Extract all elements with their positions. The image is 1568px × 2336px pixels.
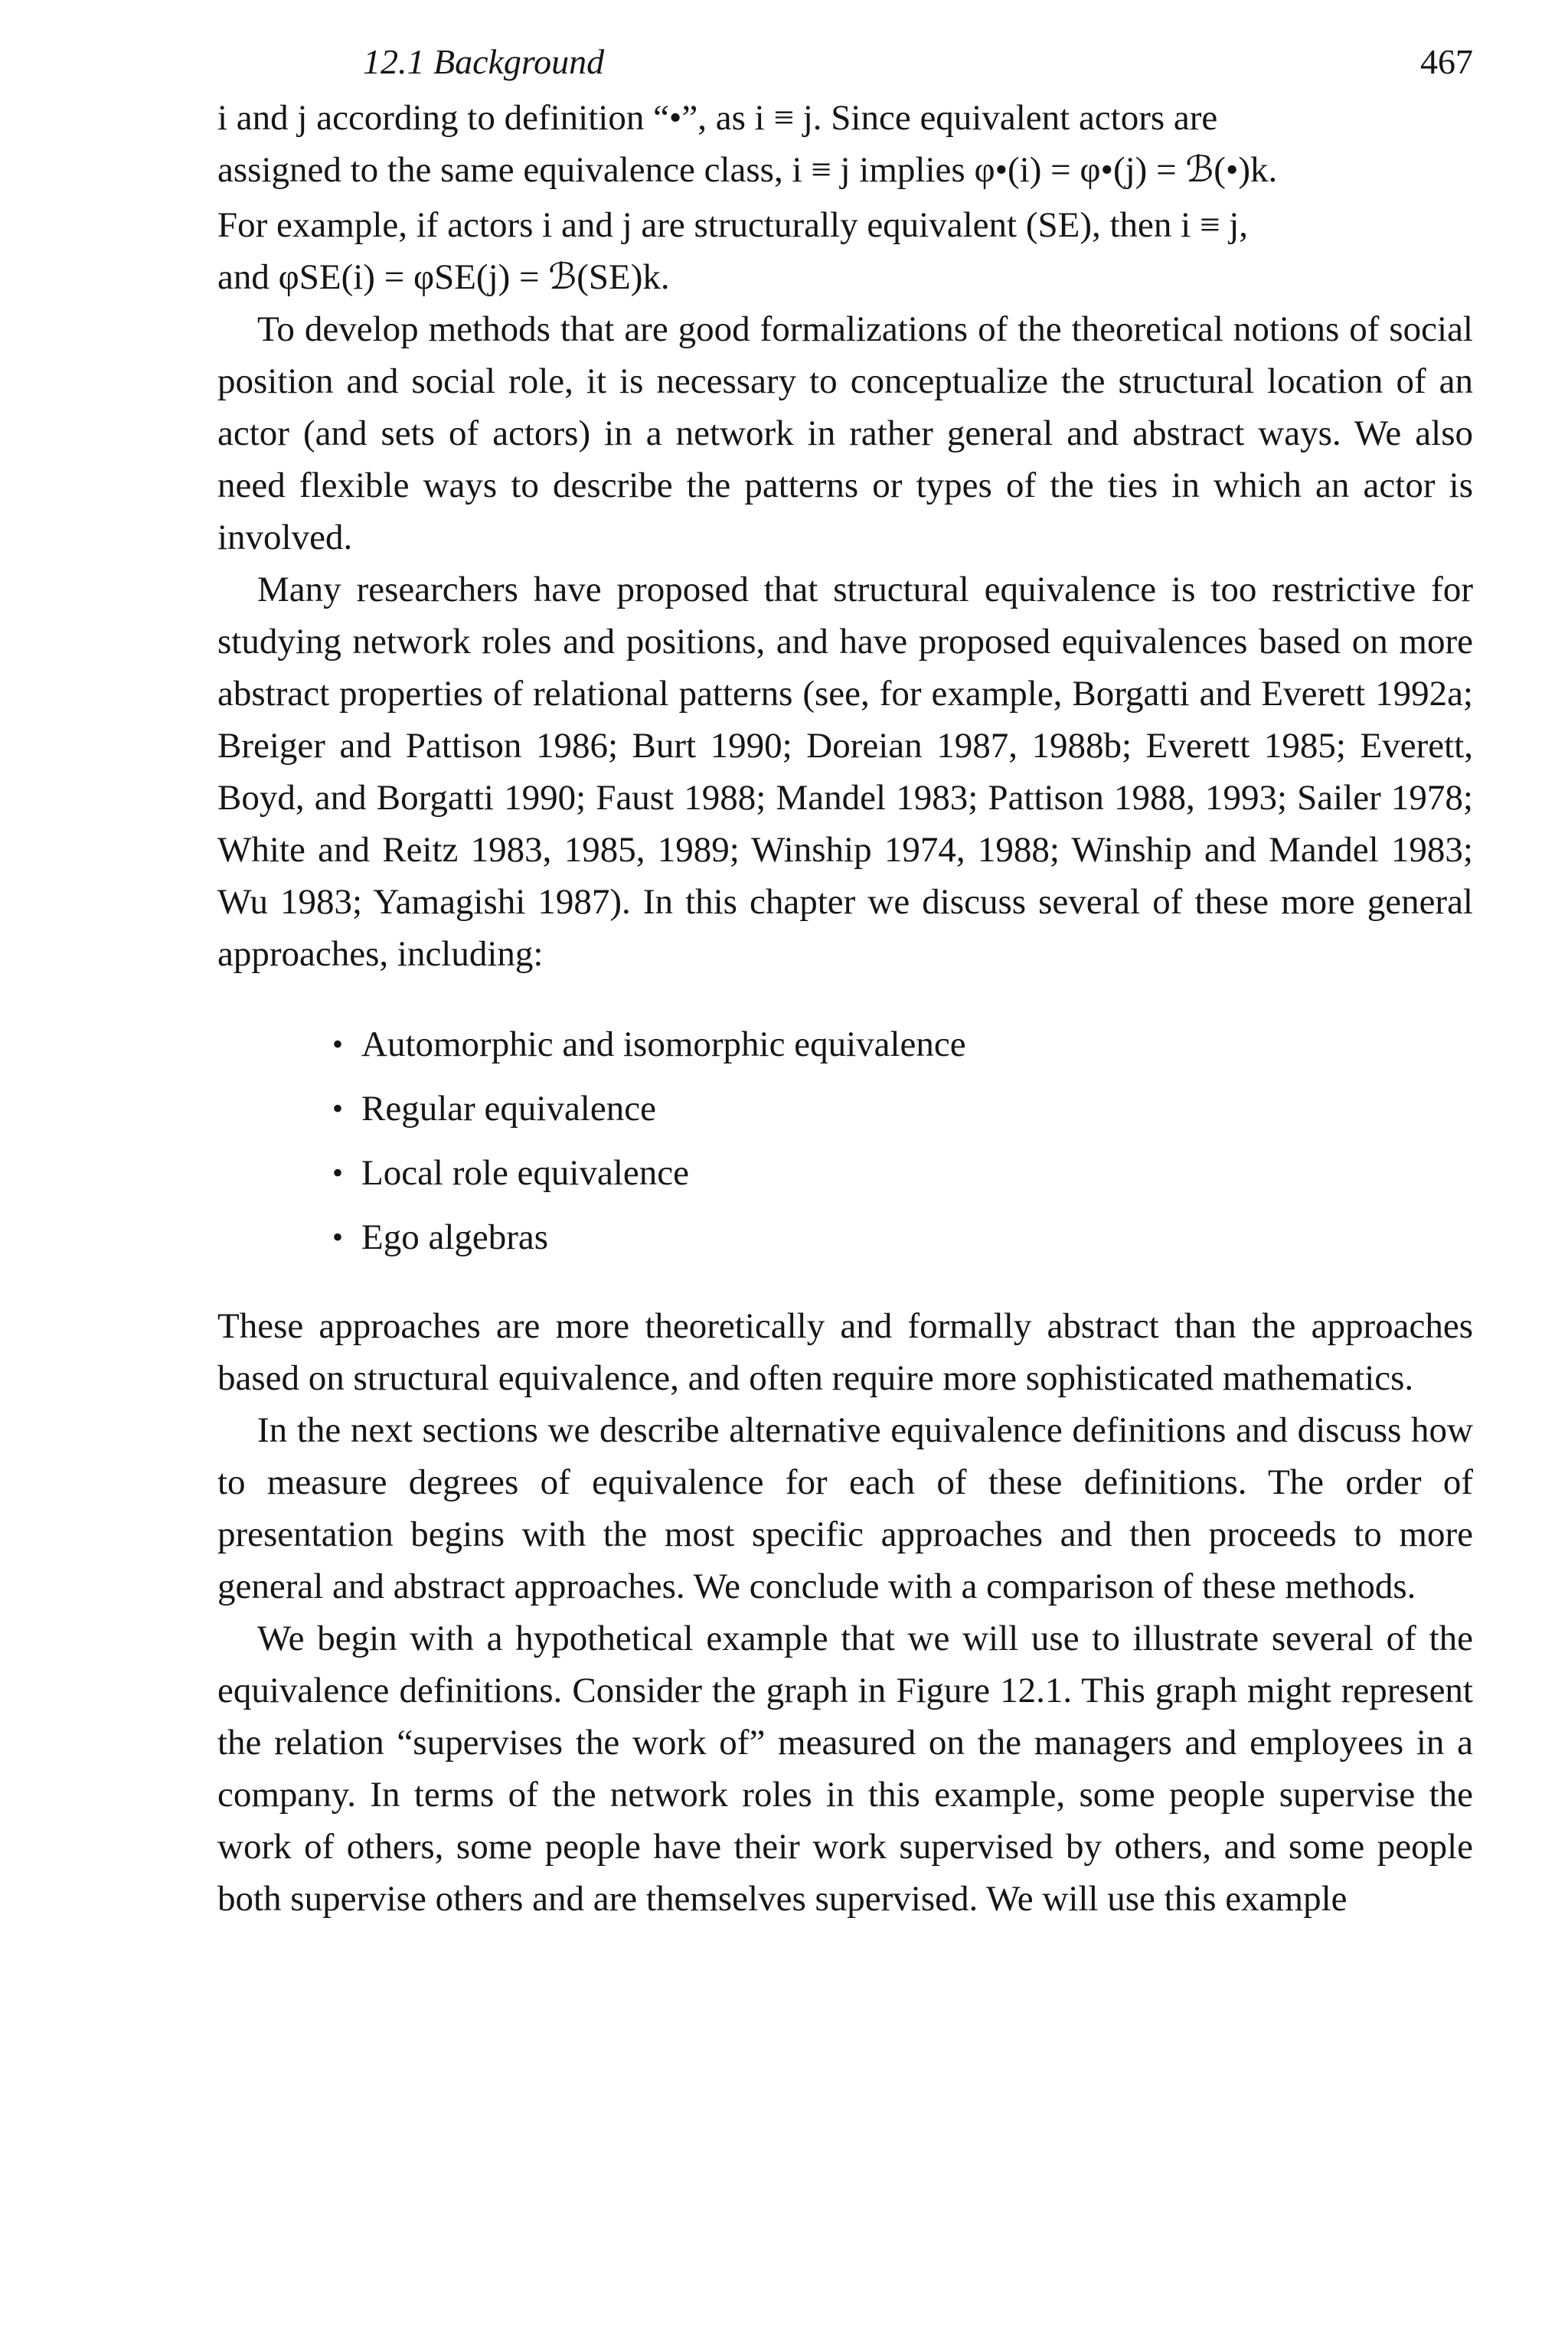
bullet-icon: •	[332, 1091, 344, 1126]
list-item	[217, 1205, 1473, 1269]
bullet-icon: •	[332, 1027, 344, 1061]
paragraph-next-sections: In the next sections we describe alternative equivalence definitions and discuss how to measure degrees of equivalence for each of these definitions. The order of presentation begins with the most specific approaches and then proceeds to more general and abstract approaches. We conclude with a comparison of these methods.	[217, 1410, 1473, 1606]
paragraph-abstract: These approaches are more theoretically and formally abstract than the approaches based on structural equivalence, and often require more sophisticated mathematics.	[217, 1306, 1473, 1398]
book-page	[217, 31, 1473, 1925]
paragraph-hypothetical-example: We begin with a hypothetical example that we will use to illustrate several of the equivalence definitions. Consider the graph in Figure 12.1. This graph might represent the relation “supervises the work of” measured on the managers and employees in a company. In terms of the network roles in this example, some people supervise the work of others, some people have their work supervised by others, and some people both supervise others and are themselves supervised. We will use this example	[217, 1619, 1473, 1919]
intro-math-line-4: and φSE(i) = φSE(j) = ℬ(SE)k.	[217, 257, 670, 297]
running-title: 12.1 Background	[363, 42, 605, 81]
intro-math-line-3: For example, if actors i and j are structurally equivalent (SE), then i ≡ j,	[217, 205, 1249, 245]
list-item	[217, 1077, 1473, 1141]
page-number: 467	[1420, 42, 1473, 81]
bullet-icon: •	[332, 1155, 344, 1190]
paragraph-conceptualize: To develop methods that are good formalizations of the theoretical notions of social position and social role, it is necessary to conceptualize the structural location of an actor (and sets of actors) in a network in rather general and abstract ways. We also need flexible ways to describe the patterns or types of the ties in which an actor is involved.	[217, 309, 1473, 557]
running-head	[217, 31, 1473, 92]
bullet-icon: •	[332, 1220, 344, 1254]
approaches-list	[217, 1012, 1473, 1269]
approach-label: Ego algebras	[361, 1217, 549, 1257]
paragraph-researchers: Many researchers have proposed that structural equivalence is too restrictive for studying network roles and positions, and have proposed equivalences based on more abstract properties of relational patterns (see, for example, Borgatti and Everett 1992a; Breiger and Pattison 1986; Burt 1990; Doreian 1987, 1988b; Everett 1985; Everett, Boyd, and Borgatti 1990; Faust 1988; Mandel 1983; Pattison 1988, 1993; Sailer 1978; White and Reitz 1983, 1985, 1989; Winship 1974, 1988; Winship and Mandel 1983; Wu 1983; Yamagishi 1987). In this chapter we discuss several of these more general approaches, including:	[217, 570, 1473, 974]
intro-math-line-1: i and j according to definition “•”, as i ≡ j. Since equivalent actors are	[217, 98, 1218, 138]
approach-label: Local role equivalence	[361, 1153, 689, 1193]
approach-label: Automorphic and isomorphic equivalence	[361, 1024, 966, 1064]
intro-math-line-2: assigned to the same equivalence class, i ≡ j implies φ•(i) = φ•(j) = ℬ(•)k.	[217, 150, 1278, 190]
list-item	[217, 1141, 1473, 1205]
list-item	[217, 1012, 1473, 1077]
approach-label: Regular equivalence	[361, 1089, 656, 1129]
